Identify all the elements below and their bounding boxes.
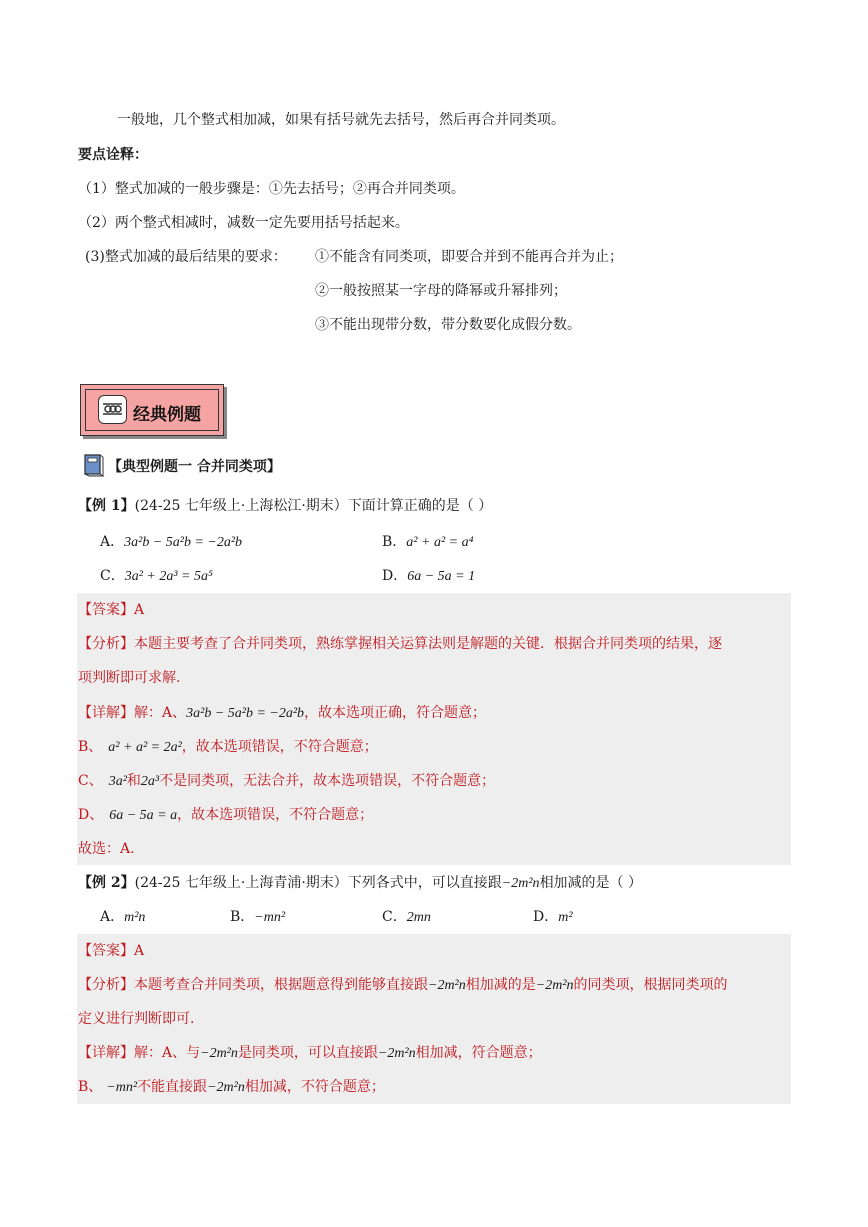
example2-source-b: 相加减的是（ ） [539,875,643,891]
option-d-expr: 6a − 5a = 1 [407,569,476,584]
detail-b-mid: 不能直接跟 [137,1079,208,1095]
detail-b-expr1: −mn² [106,1080,138,1095]
option-b-label: B． [230,909,255,925]
detail-c-expr2: 2a³ [140,774,160,789]
detail-b-expr: a² + a² = 2a² [108,740,182,755]
detail-a-mid: 是同类项，可以直接跟 [237,1045,378,1061]
detail-tag: 【详解】 [78,1045,134,1061]
answer-tag: 【答案】 [78,943,134,959]
analysis-expr2: −2m²n [535,978,574,993]
example1-detail-a [78,706,486,721]
analysis-text-b: 相加减的是 [465,977,536,993]
example2-analysis-line2: 定义进行判断即可. [78,1011,195,1027]
key-points-heading: 要点诠释： [78,147,148,163]
detail-b-text: ，故本选项错误，不符合题意； [181,739,378,755]
option-d-label: D． [533,909,559,925]
answer-value: A [134,943,145,959]
detail-c-lead: C、 [78,773,103,789]
example1-choose: 故选：A. [78,841,135,857]
example2-detail-b [78,1080,385,1095]
analysis-tag: 【分析】 [78,977,134,993]
option-c-label: C． [100,568,125,584]
analysis-text-a: 本题考查合并同类项，根据题意得到能够直接跟 [134,977,428,993]
detail-b-expr2: −2m²n [207,1080,245,1095]
key-point-3a: ①不能含有同类项，即要合并到不能再合并为止； [315,249,623,265]
example2-answer [78,944,144,958]
detail-a-text: ，故本选项正确，符合题意； [304,705,487,721]
banner-title: 经典例题 [133,405,201,425]
detail-a-expr2: −2m²n [377,1046,416,1061]
key-point-2: （2）两个整式相减时，减数一定先要用括号括起来。 [78,215,409,231]
key-point-3b: ②一般按照某一字母的降幂或升幂排列； [315,283,567,299]
intro-paragraph: 一般地，几个整式相加减，如果有括号就先去括号，然后再合并同类项。 [117,112,565,128]
option-a-expr: m²n [124,910,146,925]
option-b-expr: a² + a² = a⁴ [406,535,474,550]
example1-analysis-line2: 项判断即可求解. [78,670,181,686]
detail-b-lead: B、 [78,1079,103,1095]
option-d-expr: m² [558,910,573,925]
example1-source: (24-25 七年级上·上海松江·期末）下面计算正确的是（ ） [134,498,493,514]
abacus-icon [98,395,127,424]
detail-d-expr: 6a − 5a = a [109,808,178,823]
book-icon [82,453,106,477]
analysis-expr1: −2m²n [428,978,466,993]
example1-label: 【例 1】 [78,498,135,514]
answer-value: A [134,602,145,618]
option-a-label: A． [100,534,125,550]
detail-a-lead: 解：A、与 [134,1045,201,1061]
analysis-tag: 【分析】 [78,636,134,652]
example1-detail-d [78,808,373,823]
detail-b-text: 相加减，不符合题意； [244,1079,385,1095]
detail-c-text: 不是同类项，无法合并，故本选项错误，不符合题意； [159,773,496,789]
detail-c-expr1: 3a² [108,774,127,789]
option-a-label: A． [100,909,125,925]
example2-detail-a [78,1046,542,1061]
detail-a-lead: 解：A、 [134,705,187,721]
example2-option-b [230,910,285,925]
example2-source-a: (24-25 七年级上·上海青浦·期末）下列各式中，可以直接跟 [134,875,502,891]
example1-detail-b [78,740,378,755]
example1-option-a [100,535,242,550]
option-a-expr: 3a²b − 5a²b = −2a²b [124,535,243,550]
option-c-expr: 2mn [406,910,431,925]
example2-option-c [382,910,431,925]
detail-a-text: 相加减，符合题意； [415,1045,542,1061]
example1-option-d [382,569,475,584]
example2-label: 【例 2】 [78,875,135,891]
section-banner [80,384,224,436]
answer-tag: 【答案】 [78,602,134,618]
option-b-expr: −mn² [254,910,286,925]
example1-option-b [382,535,473,550]
example1-option-c [100,569,213,584]
option-c-expr: 3a² + 2a³ = 5a⁵ [124,569,213,584]
example2-question [78,876,642,891]
detail-d-lead: D、 [78,807,104,823]
analysis-text: 本题主要考查了合并同类项，熟练掌握相关运算法则是解题的关键．根据合并同类项的结果，逐 [134,636,722,652]
example2-source-expr: −2m²n [501,876,540,891]
example1-detail-c [78,774,495,789]
example2-analysis-line1 [78,978,728,993]
option-b-label: B． [382,534,407,550]
detail-tag: 【详解】 [78,705,134,721]
analysis-text-c: 的同类项，根据同类项的 [573,977,728,993]
key-point-1: （1）整式加减的一般步骤是：①先去括号；②再合并同类项。 [78,181,465,197]
option-c-label: C． [382,909,407,925]
example2-option-d [533,910,573,925]
detail-c-mid: 和 [126,773,141,789]
example1-solution-box [77,593,791,865]
example1-question [78,499,492,513]
key-point-3-lead: (3)整式加减的最后结果的要求： [85,249,287,265]
example2-option-a [100,910,145,925]
option-d-label: D． [382,568,408,584]
section-title: 【典型例题一 合并同类项】 [108,459,281,475]
detail-a-expr: 3a²b − 5a²b = −2a²b [186,706,305,721]
key-point-3c: ③不能出现带分数，带分数要化成假分数。 [315,317,581,333]
detail-a-expr1: −2m²n [200,1046,238,1061]
example1-answer [78,603,144,617]
detail-d-text: ，故本选项错误，不符合题意； [177,807,374,823]
example1-analysis-line1 [78,637,722,651]
detail-b-lead: B、 [78,739,103,755]
